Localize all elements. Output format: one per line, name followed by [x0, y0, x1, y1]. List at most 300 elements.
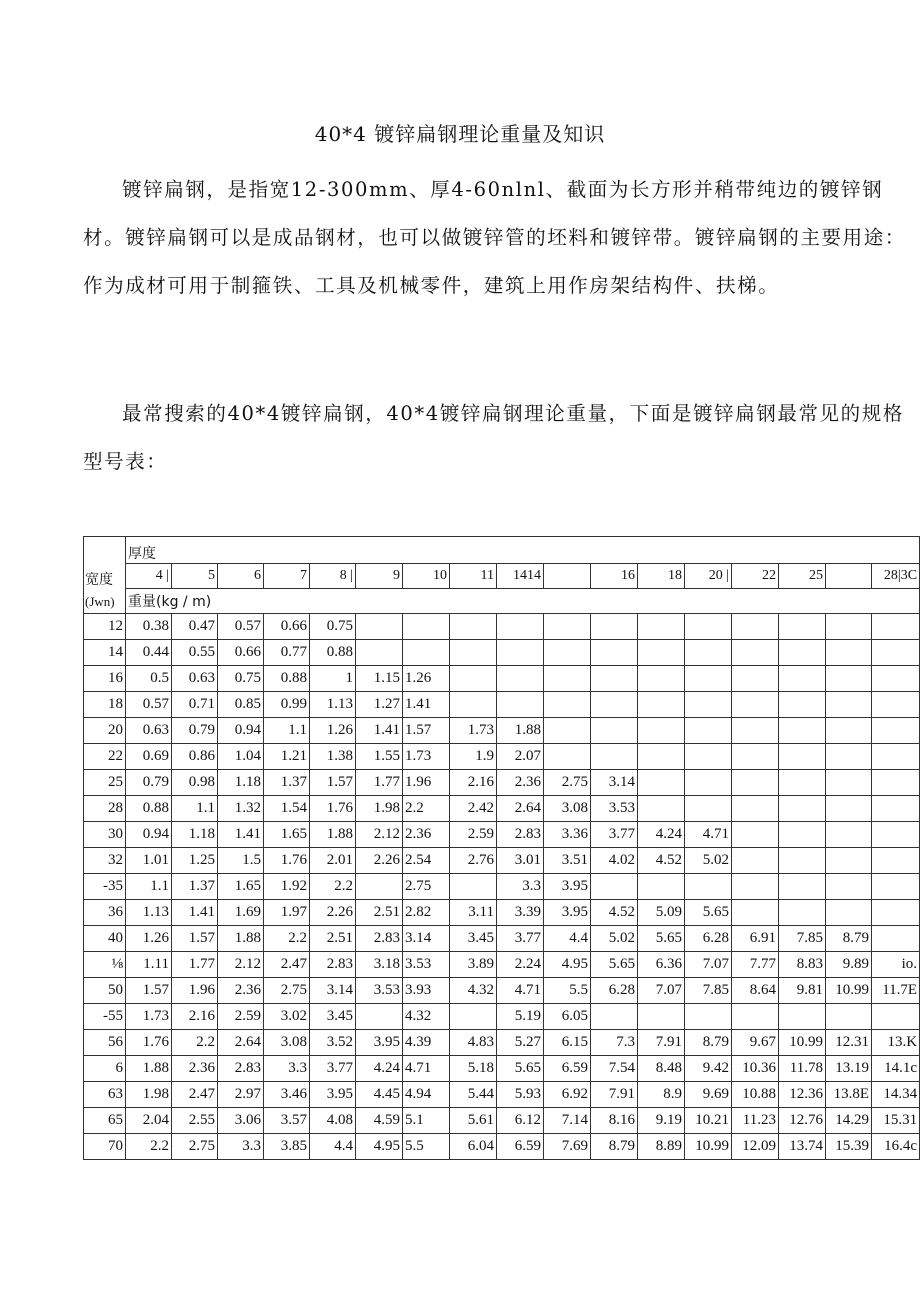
weight-cell	[638, 666, 685, 692]
weight-cell: 3.08	[264, 1030, 310, 1056]
weight-cell: 1.57	[403, 718, 450, 744]
weight-cell: 5.61	[450, 1108, 497, 1134]
width-cell: 28	[84, 796, 126, 822]
weight-cell	[497, 614, 544, 640]
weight-cell	[591, 1004, 638, 1030]
weight-cell	[544, 744, 591, 770]
weight-cell: 1.13	[310, 692, 356, 718]
weight-cell: 0.77	[264, 640, 310, 666]
table-row	[84, 1108, 920, 1134]
weight-cell: 0.99	[264, 692, 310, 718]
weight-cell: 2.97	[218, 1082, 264, 1108]
weight-cell	[450, 666, 497, 692]
weight-cell	[872, 614, 920, 640]
weight-cell	[685, 874, 732, 900]
weight-cell	[638, 718, 685, 744]
weight-cell: 10.21	[685, 1108, 732, 1134]
weight-cell	[732, 666, 779, 692]
weight-cell: 9.67	[732, 1030, 779, 1056]
weight-cell	[544, 640, 591, 666]
weight-cell: 1.18	[218, 770, 264, 796]
weight-cell: 5.27	[497, 1030, 544, 1056]
weight-cell: 12.09	[732, 1134, 779, 1160]
weight-cell	[356, 874, 403, 900]
weight-cell: 0.63	[172, 666, 218, 692]
weight-cell: 6.15	[544, 1030, 591, 1056]
weight-cell: 2.59	[450, 822, 497, 848]
weight-cell	[685, 770, 732, 796]
thickness-header-cell: 6	[218, 564, 264, 589]
weight-cell: 1.18	[172, 822, 218, 848]
weight-cell	[685, 666, 732, 692]
weight-cell: 1.54	[264, 796, 310, 822]
weight-cell	[872, 692, 920, 718]
weight-cell	[685, 744, 732, 770]
weight-cell: 15.39	[826, 1134, 872, 1160]
weight-cell	[638, 744, 685, 770]
weight-cell	[591, 874, 638, 900]
weight-cell: 1.11	[126, 952, 172, 978]
thickness-header-row	[84, 564, 920, 589]
width-cell: 56	[84, 1030, 126, 1056]
weight-cell: 2.83	[218, 1056, 264, 1082]
table-row	[84, 1082, 920, 1108]
table-row	[84, 718, 920, 744]
weight-cell: 3.95	[544, 900, 591, 926]
width-cell: 14	[84, 640, 126, 666]
thickness-header-cell: 5	[172, 564, 218, 589]
weight-cell: 1.1	[172, 796, 218, 822]
weight-cell: 1.57	[172, 926, 218, 952]
weight-cell: 3.36	[544, 822, 591, 848]
weight-cell	[872, 666, 920, 692]
weight-cell: 0.85	[218, 692, 264, 718]
weight-cell: 1	[310, 666, 356, 692]
weight-cell: 3.39	[497, 900, 544, 926]
width-cell: 30	[84, 822, 126, 848]
weight-cell: 3.14	[591, 770, 638, 796]
width-cell: 25	[84, 770, 126, 796]
weight-cell	[544, 718, 591, 744]
weight-cell	[356, 1004, 403, 1030]
weight-cell: 0.79	[172, 718, 218, 744]
weight-cell	[497, 666, 544, 692]
weight-cell: 1.98	[126, 1082, 172, 1108]
weight-cell: 4.4	[544, 926, 591, 952]
weight-cell	[826, 900, 872, 926]
weight-cell: 1.15	[356, 666, 403, 692]
weight-cell: 0.88	[264, 666, 310, 692]
weight-cell: 1.88	[218, 926, 264, 952]
weight-cell	[779, 744, 826, 770]
weight-cell	[779, 822, 826, 848]
weight-cell: 5.93	[497, 1082, 544, 1108]
weight-cell: 10.99	[779, 1030, 826, 1056]
weight-cell: 2.16	[450, 770, 497, 796]
weight-cell: 2.2	[126, 1134, 172, 1160]
weight-cell: 5.09	[638, 900, 685, 926]
weight-cell	[779, 640, 826, 666]
weight-cell: 1.41	[172, 900, 218, 926]
weight-cell: 0.57	[126, 692, 172, 718]
weight-cell: 1.76	[310, 796, 356, 822]
weight-cell	[591, 718, 638, 744]
width-cell: 20	[84, 718, 126, 744]
thickness-label: 厚度	[126, 537, 920, 564]
weight-cell	[591, 666, 638, 692]
weight-cell: 5.18	[450, 1056, 497, 1082]
weight-cell: 0.44	[126, 640, 172, 666]
weight-cell: 4.94	[403, 1082, 450, 1108]
weight-cell	[497, 640, 544, 666]
weight-cell: 5.44	[450, 1082, 497, 1108]
weight-cell: 2.75	[172, 1134, 218, 1160]
weight-cell	[638, 796, 685, 822]
weight-cell: 9.69	[685, 1082, 732, 1108]
weight-cell: 1.55	[356, 744, 403, 770]
weight-cell: 8.89	[638, 1134, 685, 1160]
weight-cell: 1.25	[172, 848, 218, 874]
weight-cell: 3.08	[544, 796, 591, 822]
weight-cell	[779, 692, 826, 718]
weight-cell: 1.96	[403, 770, 450, 796]
weight-cell	[872, 718, 920, 744]
weight-cell: 1.27	[356, 692, 403, 718]
width-cell: 32	[84, 848, 126, 874]
weight-cell: 13.19	[826, 1056, 872, 1082]
weight-cell	[872, 900, 920, 926]
table-row	[84, 848, 920, 874]
weight-cell: 3.52	[310, 1030, 356, 1056]
weight-cell	[685, 640, 732, 666]
weight-cell	[732, 848, 779, 874]
weight-cell	[732, 718, 779, 744]
weight-cell: 1.77	[356, 770, 403, 796]
table-row	[84, 874, 920, 900]
width-cell: 36	[84, 900, 126, 926]
weight-cell: 3.93	[403, 978, 450, 1004]
weight-cell: 3.77	[310, 1056, 356, 1082]
weight-cell: 1.97	[264, 900, 310, 926]
weight-cell	[826, 796, 872, 822]
weight-cell	[826, 666, 872, 692]
weight-cell: 3.06	[218, 1108, 264, 1134]
weight-cell	[732, 796, 779, 822]
weight-cell: 14.1c	[872, 1056, 920, 1082]
weight-cell	[732, 770, 779, 796]
weight-cell: 3.95	[544, 874, 591, 900]
weight-cell: 2.16	[172, 1004, 218, 1030]
weight-cell: 1.26	[126, 926, 172, 952]
weight-cell: 0.86	[172, 744, 218, 770]
weight-cell	[826, 718, 872, 744]
weight-cell: 1.9	[450, 744, 497, 770]
thickness-header-cell	[544, 564, 591, 589]
weight-cell: 1.32	[218, 796, 264, 822]
weight-cell: 5.02	[685, 848, 732, 874]
weight-cell	[779, 848, 826, 874]
weight-cell: 9.81	[779, 978, 826, 1004]
weight-cell: 2.2	[264, 926, 310, 952]
weight-cell: 3.11	[450, 900, 497, 926]
weight-cell	[638, 770, 685, 796]
weight-cell: 7.85	[685, 978, 732, 1004]
weight-cell: 2.55	[172, 1108, 218, 1134]
width-cell: 65	[84, 1108, 126, 1134]
weight-cell: 1.76	[126, 1030, 172, 1056]
weight-cell: 1.73	[403, 744, 450, 770]
weight-cell: 4.24	[356, 1056, 403, 1082]
weight-cell: 2.26	[310, 900, 356, 926]
weight-cell: 1.98	[356, 796, 403, 822]
weight-cell: 1.5	[218, 848, 264, 874]
weight-cell: 2.26	[356, 848, 403, 874]
weight-cell: 6.28	[591, 978, 638, 1004]
width-cell: -55	[84, 1004, 126, 1030]
weight-cell: 4.52	[638, 848, 685, 874]
width-header	[84, 537, 126, 614]
table-row	[84, 796, 920, 822]
weight-label: 重量(kg / m)	[126, 589, 920, 614]
thickness-header-cell: 20 |	[685, 564, 732, 589]
width-cell: 22	[84, 744, 126, 770]
weight-cell: 1.96	[172, 978, 218, 1004]
table-row	[84, 666, 920, 692]
weight-cell: 1.73	[450, 718, 497, 744]
weight-cell: 3.46	[264, 1082, 310, 1108]
weight-cell: 8.79	[591, 1134, 638, 1160]
width-cell: ⅛	[84, 952, 126, 978]
weight-cell: 2.75	[544, 770, 591, 796]
weight-cell	[732, 1004, 779, 1030]
weight-cell	[685, 692, 732, 718]
weight-cell: 2.64	[497, 796, 544, 822]
weight-cell: 6.59	[544, 1056, 591, 1082]
weight-cell: 6.04	[450, 1134, 497, 1160]
weight-cell	[356, 640, 403, 666]
weight-cell	[779, 614, 826, 640]
thickness-header-cell: 4 |	[126, 564, 172, 589]
weight-cell: 11.23	[732, 1108, 779, 1134]
weight-cell	[544, 692, 591, 718]
weight-cell: 3.95	[356, 1030, 403, 1056]
weight-cell	[779, 796, 826, 822]
weight-cell: 0.69	[126, 744, 172, 770]
weight-cell	[638, 1004, 685, 1030]
weight-cell: 9.42	[685, 1056, 732, 1082]
weight-cell	[872, 926, 920, 952]
thickness-header-cell: 10	[403, 564, 450, 589]
weight-cell: 4.02	[591, 848, 638, 874]
thickness-header-cell: 16	[591, 564, 638, 589]
weight-cell: 0.55	[172, 640, 218, 666]
weight-cell	[685, 796, 732, 822]
weight-cell: 0.98	[172, 770, 218, 796]
weight-cell: 5.02	[591, 926, 638, 952]
weight-cell	[732, 900, 779, 926]
weight-cell: 4.95	[356, 1134, 403, 1160]
weight-cell: 2.83	[497, 822, 544, 848]
weight-cell: 8.79	[685, 1030, 732, 1056]
weight-cell: 0.75	[310, 614, 356, 640]
weight-cell: 2.82	[403, 900, 450, 926]
weight-cell	[779, 900, 826, 926]
intro-paragraph: 镀锌扁钢，是指宽12-300mm、厚4-60nlnl、截面为长方形并稍带纯边的镀锌钢材。镀锌扁钢可以是成品钢材，也可以做镀锌管的坯料和镀锌带。镀锌扁钢的主要用途：作为成材可用于制箍铁、工具及机械零件，建筑上用作房架结构件、扶梯。	[83, 178, 906, 297]
weight-cell: 4.08	[310, 1108, 356, 1134]
weight-cell: 5.5	[544, 978, 591, 1004]
weight-cell: 7.91	[638, 1030, 685, 1056]
weight-cell: 2.47	[172, 1082, 218, 1108]
width-label: 宽度	[85, 572, 113, 588]
weight-cell: 3.45	[310, 1004, 356, 1030]
weight-cell	[450, 1004, 497, 1030]
weight-cell: 0.88	[310, 640, 356, 666]
weight-cell: 1.37	[172, 874, 218, 900]
weight-cell: io.	[872, 952, 920, 978]
weight-cell: 0.63	[126, 718, 172, 744]
weight-cell	[450, 614, 497, 640]
weight-cell: 3.14	[310, 978, 356, 1004]
weight-cell: 1.57	[126, 978, 172, 1004]
weight-cell: 3.89	[450, 952, 497, 978]
spec-table	[83, 536, 920, 1160]
weight-cell: 15.31	[872, 1108, 920, 1134]
thickness-header-cell: 11	[450, 564, 497, 589]
weight-cell	[826, 822, 872, 848]
weight-cell: 4.4	[310, 1134, 356, 1160]
weight-cell	[872, 796, 920, 822]
weight-cell	[591, 614, 638, 640]
weight-cell: 1.41	[356, 718, 403, 744]
weight-cell: 2.2	[172, 1030, 218, 1056]
weight-cell: 2.51	[356, 900, 403, 926]
weight-cell	[450, 874, 497, 900]
weight-cell: 1.41	[403, 692, 450, 718]
weight-cell: 6.28	[685, 926, 732, 952]
weight-cell: 7.54	[591, 1056, 638, 1082]
weight-cell: 2.24	[497, 952, 544, 978]
width-cell: 50	[84, 978, 126, 1004]
table-row	[84, 1056, 920, 1082]
weight-cell: 1.88	[497, 718, 544, 744]
weight-cell	[685, 718, 732, 744]
weight-cell: 5.65	[591, 952, 638, 978]
weight-cell: 3.85	[264, 1134, 310, 1160]
weight-cell: 4.95	[544, 952, 591, 978]
weight-cell: 14.29	[826, 1108, 872, 1134]
weight-cell	[779, 666, 826, 692]
weight-cell: 0.88	[126, 796, 172, 822]
weight-cell: 2.12	[218, 952, 264, 978]
weight-cell: 0.5	[126, 666, 172, 692]
weight-cell: 5.65	[638, 926, 685, 952]
weight-cell	[779, 874, 826, 900]
weight-cell: 13.K	[872, 1030, 920, 1056]
weight-cell: 4.52	[591, 900, 638, 926]
weight-cell: 1.21	[264, 744, 310, 770]
weight-cell: 7.07	[685, 952, 732, 978]
thickness-header-cell: 8 |	[310, 564, 356, 589]
weight-cell: 8.9	[638, 1082, 685, 1108]
weight-cell: 3.53	[591, 796, 638, 822]
weight-cell: 1.88	[126, 1056, 172, 1082]
weight-cell: 6.91	[732, 926, 779, 952]
weight-cell	[872, 1004, 920, 1030]
weight-cell	[544, 666, 591, 692]
table-row	[84, 1030, 920, 1056]
width-unit: (Jwn)	[85, 594, 115, 609]
weight-cell: 2.2	[310, 874, 356, 900]
weight-cell: 6.05	[544, 1004, 591, 1030]
weight-cell: 7.07	[638, 978, 685, 1004]
table-row	[84, 770, 920, 796]
weight-cell: 1.37	[264, 770, 310, 796]
weight-cell: 10.36	[732, 1056, 779, 1082]
thickness-header-cell: 9	[356, 564, 403, 589]
weight-cell: 1.65	[218, 874, 264, 900]
weight-cell: 2.47	[264, 952, 310, 978]
weight-cell: 8.64	[732, 978, 779, 1004]
weight-cell: 7.14	[544, 1108, 591, 1134]
weight-cell: 4.83	[450, 1030, 497, 1056]
weight-cell	[685, 614, 732, 640]
weight-cell	[732, 692, 779, 718]
weight-cell: 2.83	[310, 952, 356, 978]
weight-cell: 3.02	[264, 1004, 310, 1030]
weight-cell: 1.1	[126, 874, 172, 900]
weight-cell	[732, 640, 779, 666]
weight-cell	[826, 770, 872, 796]
weight-cell: 11.7E	[872, 978, 920, 1004]
weight-cell: 7.69	[544, 1134, 591, 1160]
weight-cell: 2.75	[264, 978, 310, 1004]
weight-cell	[872, 640, 920, 666]
weight-cell: 0.66	[264, 614, 310, 640]
weight-cell: 1.57	[310, 770, 356, 796]
weight-cell: 12.36	[779, 1082, 826, 1108]
weight-cell: 2.36	[218, 978, 264, 1004]
weight-cell: 8.48	[638, 1056, 685, 1082]
weight-cell: 6.12	[497, 1108, 544, 1134]
weight-cell: 7.77	[732, 952, 779, 978]
thickness-header-cell: 28|3C	[872, 564, 920, 589]
table-row	[84, 926, 920, 952]
weight-cell: 5.65	[497, 1056, 544, 1082]
weight-cell	[732, 744, 779, 770]
weight-cell: 5.5	[403, 1134, 450, 1160]
weight-cell: 0.94	[126, 822, 172, 848]
thickness-header-cell: 7	[264, 564, 310, 589]
weight-cell	[638, 692, 685, 718]
width-cell: -35	[84, 874, 126, 900]
weight-cell: 2.54	[403, 848, 450, 874]
weight-cell	[779, 1004, 826, 1030]
thickness-header-cell: 25	[779, 564, 826, 589]
weight-cell	[638, 640, 685, 666]
weight-cell	[826, 692, 872, 718]
weight-cell: 2.76	[450, 848, 497, 874]
weight-cell: 5.1	[403, 1108, 450, 1134]
weight-cell	[826, 1004, 872, 1030]
weight-cell	[826, 640, 872, 666]
width-cell: 18	[84, 692, 126, 718]
weight-cell: 2.2	[403, 796, 450, 822]
weight-cell: 2.42	[450, 796, 497, 822]
weight-cell: 4.32	[403, 1004, 450, 1030]
weight-cell: 6.59	[497, 1134, 544, 1160]
weight-cell: 9.19	[638, 1108, 685, 1134]
table-row	[84, 614, 920, 640]
